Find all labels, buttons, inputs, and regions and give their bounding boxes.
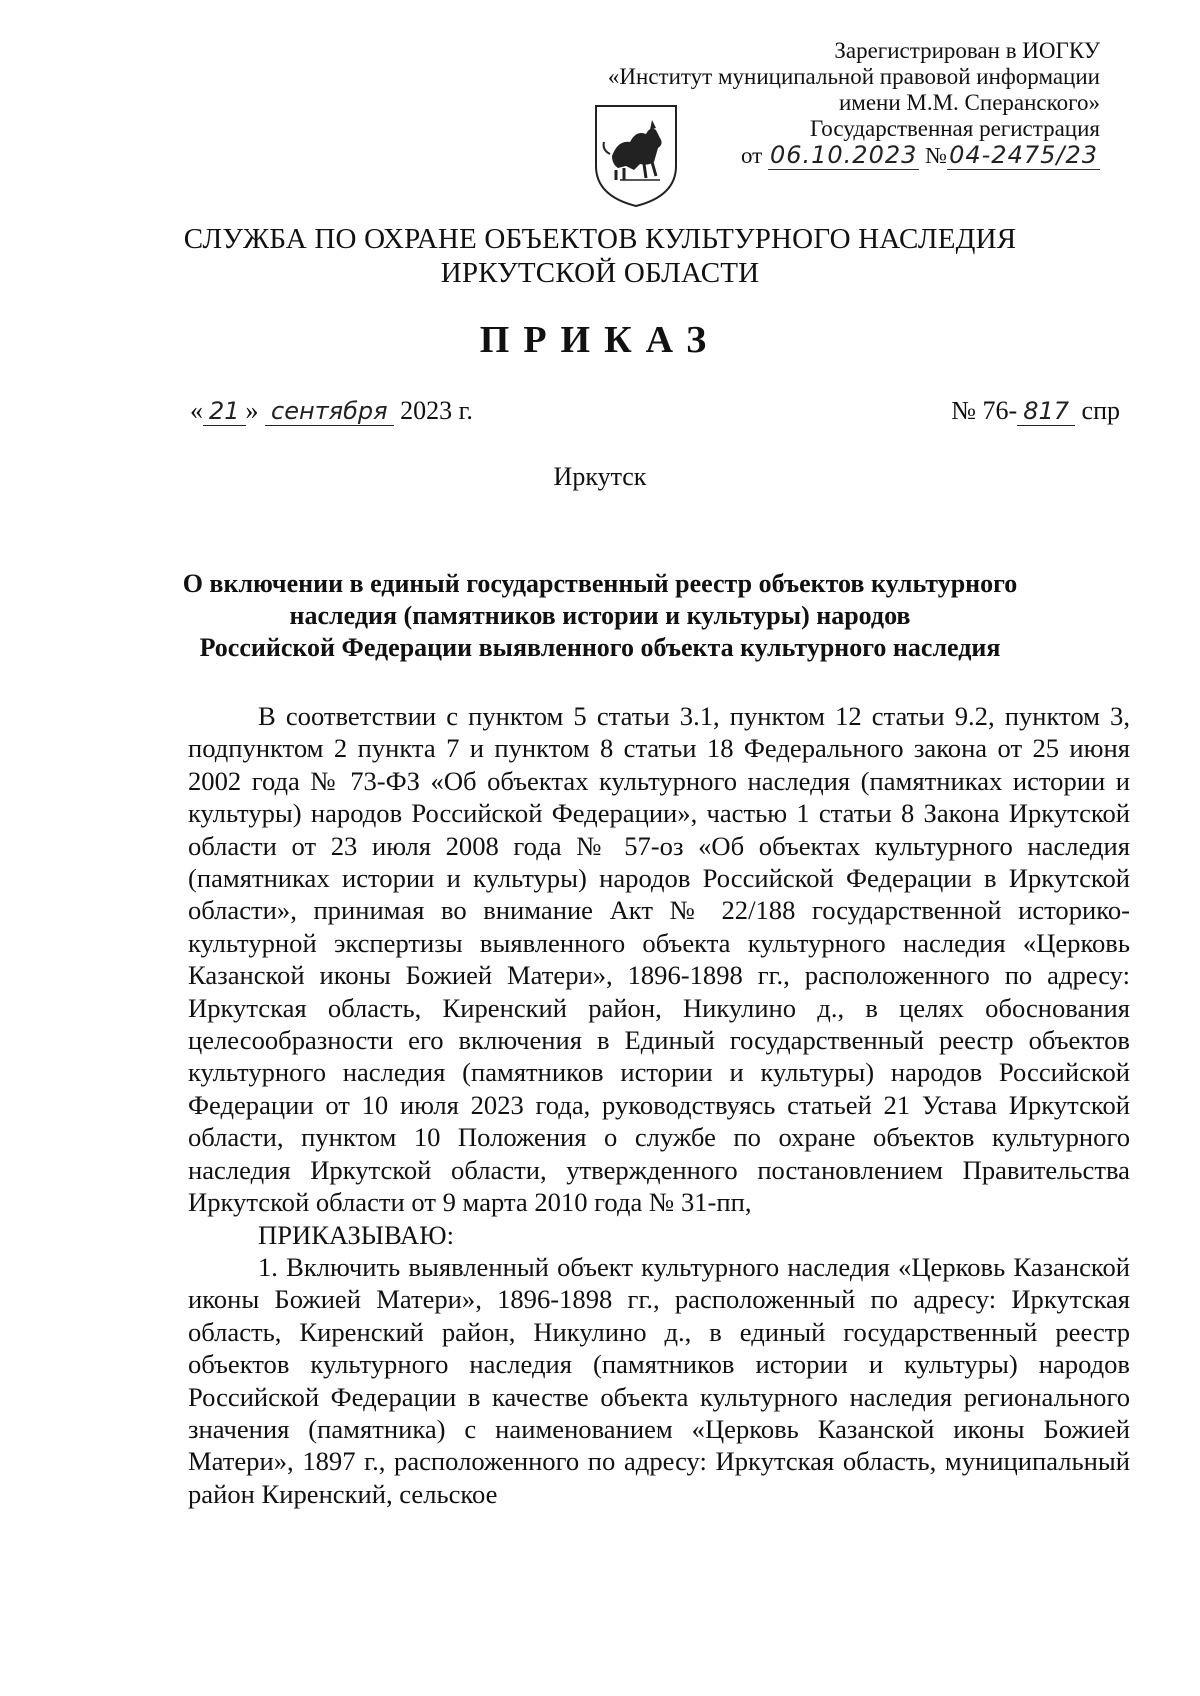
body-item-1: 1. Включить выявленный объект культурного наследия «Церковь Казанской иконы Божией Матери», 1896-1898 гг., расположенный по адресу: Иркутская область, Киренский район, Никулино д., в единый государственный реестр объектов культурного наследия (памятников истории и культуры) народов Российской Федерации в качестве объекта культурного наследия регионального значения (памятника) с наименованием «Церковь Казанской иконы Божией Матери», 1897 г., расположенного по адресу: Иркутская область, муниципальный район Киренский, сельское: [188, 1251, 1130, 1509]
document-heading: [160, 568, 1040, 664]
body-paragraph-preamble: В соответствии с пунктом 5 статьи 3.1, пунктом 12 статьи 9.2, пунктом 3, подпунктом 2 пункта 7 и пунктом 8 статьи 18 Федерального закона от 25 июня 2002 года № 73-ФЗ «Об объектах культурного наследия (памятниках истории и культуры) народов Российской Федерации», частью 1 статьи 8 Закона Иркутской области от 23 июля 2008 года № 57-оз «Об объектах культурного наследия (памятниках истории и культуры) народов Российской Федерации в Иркутской области», принимая во внимание Акт № 22/188 государственной историко-культурной экспертизы выявленного объекта культурного наследия «Церковь Казанской иконы Божией Матери», 1896-1898 гг., расположенного по адресу: Иркутская область, Киренский район, Никулино д., в целях обоснования целесообразности его включения в Единый государственный реестр объектов культурного наследия (памятников истории и культуры) народов Российской Федерации от 10 июля 2023 года, руководствуясь статьей 21 Устава Иркутской области, пунктом 10 Положения о службе по охране объектов культурного наследия Иркутской области, утвержденного постановлением Правительства Иркутской области от 9 марта 2010 года № 31-пп,: [188, 701, 1130, 1218]
registration-number: 04-2475/23: [949, 141, 1098, 169]
order-month: сентября: [265, 397, 394, 426]
heading-line-3: Российской Федерации выявленного объекта культурного наследия: [199, 633, 1001, 662]
order-day-close-quote: »: [245, 396, 259, 425]
organization-line-1: СЛУЖБА ПО ОХРАНЕ ОБЪЕКТОВ КУЛЬТУРНОГО НАСЛЕДИЯ: [183, 223, 1017, 255]
order-date-number-row: [190, 394, 1120, 434]
order-number-value: 817: [1017, 397, 1075, 426]
order-year: 2023 г.: [400, 396, 473, 425]
registration-line-3: имени М.М. Сперанского»: [838, 90, 1100, 115]
order-day: 21: [203, 397, 246, 426]
registration-line-2: «Институт муниципальной правовой информации: [607, 64, 1100, 89]
organization-name: [0, 222, 1200, 290]
order-number: [951, 394, 1120, 428]
order-city: Иркутск: [553, 462, 647, 491]
registration-date: 06.10.2023: [769, 141, 918, 169]
order-date: [190, 394, 473, 428]
heading-line-2: наследия (памятников истории и культуры) народов: [289, 601, 911, 630]
registration-from-label: от: [740, 143, 763, 168]
order-number-suffix: спр: [1081, 396, 1120, 425]
order-day-open-quote: «: [190, 396, 203, 425]
order-title: ПРИКАЗ: [479, 319, 721, 361]
organization-line-2: ИРКУТСКОЙ ОБЛАСТИ: [440, 257, 760, 289]
registration-number-label: №: [925, 143, 948, 168]
document-body: [188, 700, 1130, 1510]
registration-line-4: Государственная регистрация: [810, 116, 1100, 141]
heading-line-1: О включении в единый государственный реестр объектов культурного: [182, 569, 1018, 598]
registration-line-1: Зарегистрирован в ИОГКУ: [834, 38, 1100, 63]
coat-of-arms-icon: [590, 100, 682, 210]
order-number-prefix: № 76-: [951, 396, 1018, 425]
body-order-word: ПРИКАЗЫВАЮ:: [258, 1219, 454, 1250]
